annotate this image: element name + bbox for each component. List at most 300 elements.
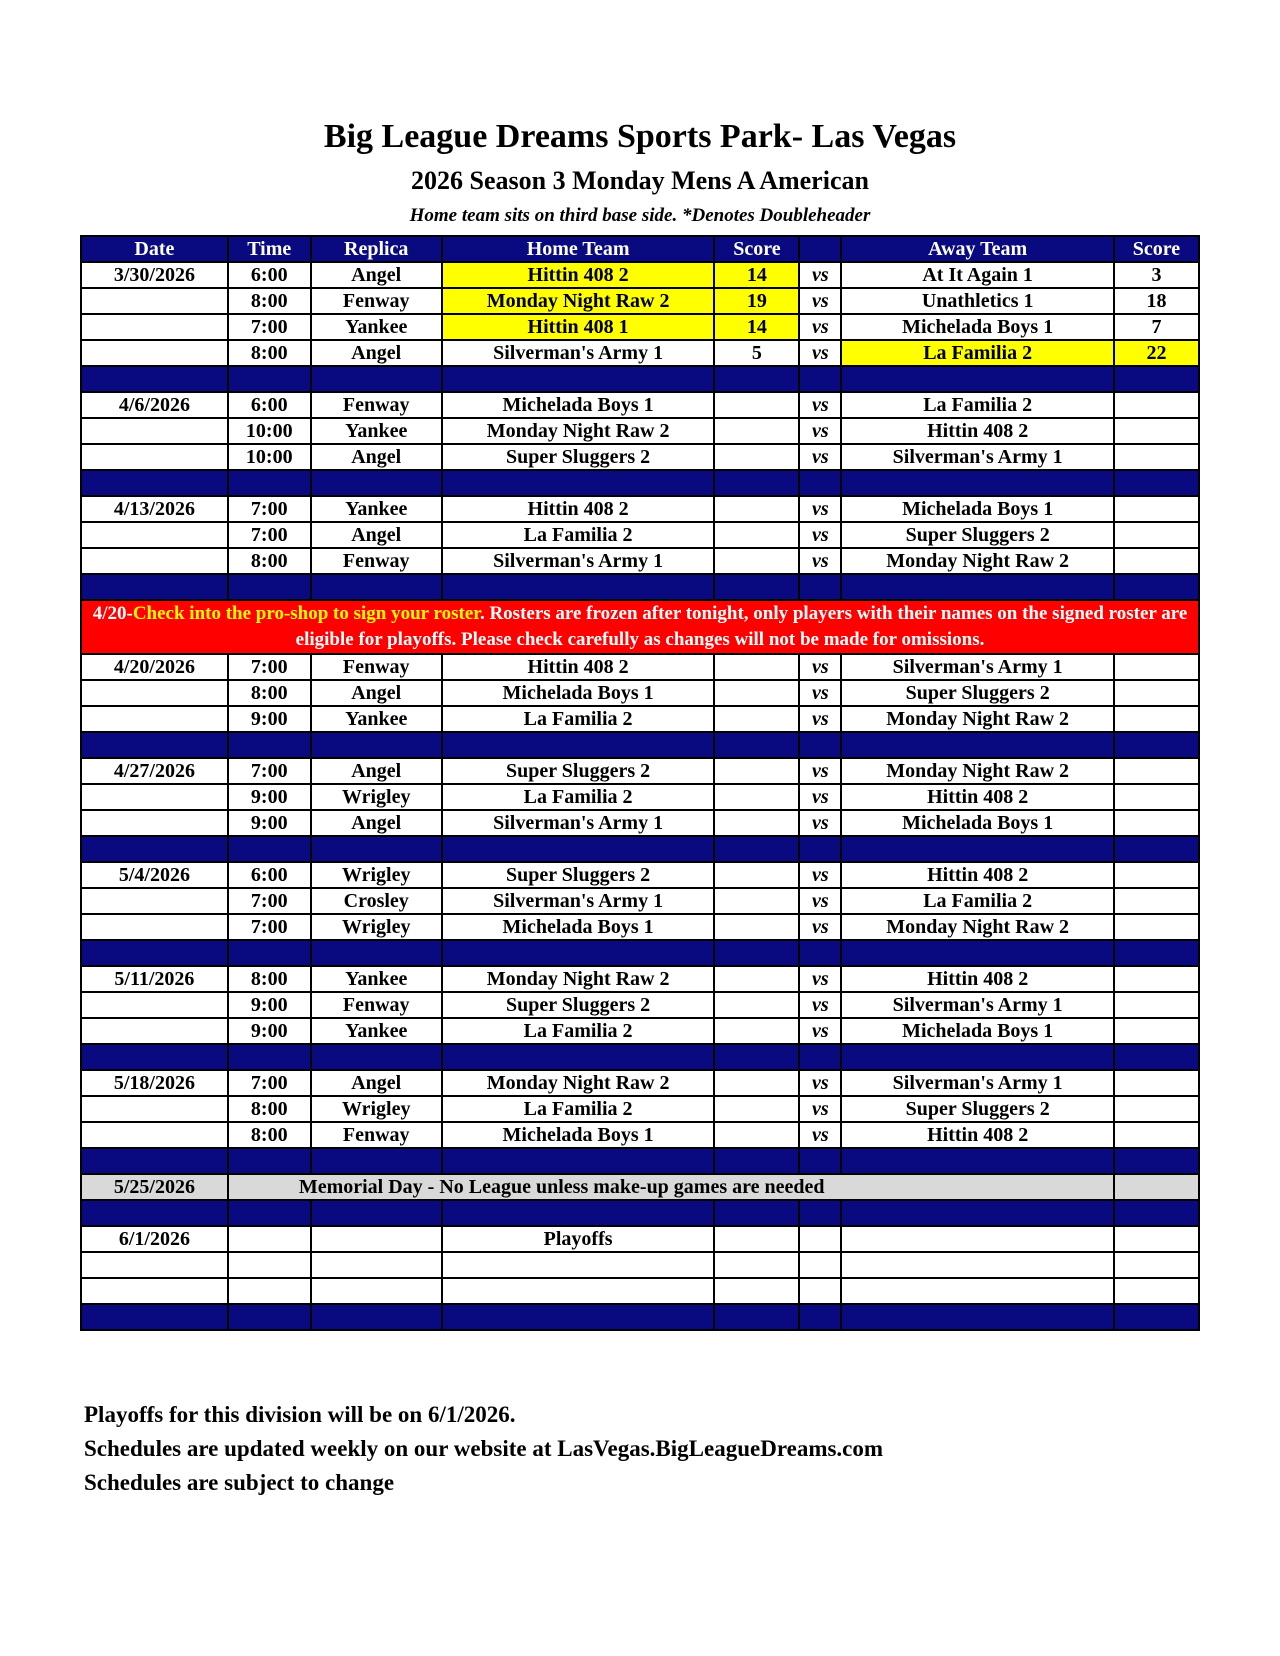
empty-row [81,1278,1199,1304]
home-score [714,496,799,522]
game-time: 7:00 [228,1070,311,1096]
away-team: Michelada Boys 1 [841,496,1114,522]
game-date [81,992,228,1018]
game-field: Angel [311,680,442,706]
away-score: 18 [1114,288,1199,314]
away-score [1114,496,1199,522]
game-time: 8:00 [228,340,311,366]
vs-label: vs [799,262,841,288]
game-row [81,914,1199,940]
empty-cell [311,1252,442,1278]
holiday-text: Memorial Day - No League unless make-up games are needed [228,1174,1114,1200]
home-score [714,1018,799,1044]
home-team: Monday Night Raw 2 [442,966,715,992]
game-date [81,548,228,574]
game-row [81,392,1199,418]
game-row [81,758,1199,784]
game-field: Fenway [311,654,442,680]
away-team: Hittin 408 2 [841,862,1114,888]
game-field: Angel [311,340,442,366]
away-team: Monday Night Raw 2 [841,914,1114,940]
vs-label: vs [799,810,841,836]
away-team: At It Again 1 [841,262,1114,288]
separator-cell [81,1304,228,1330]
game-time: 7:00 [228,758,311,784]
away-team: La Familia 2 [841,392,1114,418]
separator-cell [1114,1148,1199,1174]
game-row [81,706,1199,732]
separator-row [81,1044,1199,1070]
home-team: Monday Night Raw 2 [442,418,715,444]
game-field: Yankee [311,418,442,444]
separator-cell [799,1200,841,1226]
home-score [714,522,799,548]
separator-cell [311,1200,442,1226]
separator-cell [442,470,715,496]
home-team: Michelada Boys 1 [442,392,715,418]
game-field: Wrigley [311,1096,442,1122]
home-team: Silverman's Army 1 [442,888,715,914]
empty-cell [311,1278,442,1304]
home-team: La Familia 2 [442,1018,715,1044]
game-date: 4/27/2026 [81,758,228,784]
game-row [81,288,1199,314]
empty-cell [311,1226,442,1252]
separator-cell [799,940,841,966]
empty-cell [841,1226,1114,1252]
away-team: Silverman's Army 1 [841,1070,1114,1096]
empty-row [81,1252,1199,1278]
empty-cell [1114,1226,1199,1252]
footer-playoffs-note: Playoffs for this division will be on 6/1/2026. [84,1402,516,1427]
game-date [81,810,228,836]
home-team: Michelada Boys 1 [442,914,715,940]
game-field: Yankee [311,496,442,522]
game-date [81,888,228,914]
separator-row [81,1148,1199,1174]
away-team: Monday Night Raw 2 [841,548,1114,574]
away-score [1114,654,1199,680]
playoffs-date: 6/1/2026 [81,1226,228,1252]
home-team: Michelada Boys 1 [442,1122,715,1148]
game-time: 9:00 [228,992,311,1018]
game-date: 4/20/2026 [81,654,228,680]
separator-cell [81,574,228,600]
game-date [81,340,228,366]
game-row [81,1070,1199,1096]
away-score [1114,966,1199,992]
footer-change-note: Schedules are subject to change [84,1470,395,1495]
home-score [714,1070,799,1096]
game-row [81,784,1199,810]
separator-cell [228,1304,311,1330]
separator-cell [799,574,841,600]
holiday-row [81,1174,1199,1200]
away-score [1114,1096,1199,1122]
game-row [81,340,1199,366]
away-team: Silverman's Army 1 [841,992,1114,1018]
schedule-table [80,235,1200,1331]
game-row [81,1096,1199,1122]
game-date: 5/11/2026 [81,966,228,992]
roster-notice [81,600,1199,654]
empty-cell [442,1252,715,1278]
separator-cell [714,1044,799,1070]
separator-cell [228,1044,311,1070]
home-team-note: Home team sits on third base side. *Denotes Doubleheader [409,205,871,226]
separator-cell [81,366,228,392]
vs-label: vs [799,862,841,888]
away-team: La Familia 2 [841,888,1114,914]
game-field: Fenway [311,992,442,1018]
separator-cell [1114,1304,1199,1330]
separator-cell [714,836,799,862]
game-date [81,680,228,706]
empty-cell [841,1252,1114,1278]
away-score [1114,548,1199,574]
empty-cell [714,1278,799,1304]
separator-cell [442,1044,715,1070]
home-score [714,862,799,888]
separator-cell [442,574,715,600]
vs-label: vs [799,522,841,548]
home-score [714,392,799,418]
empty-cell [799,1278,841,1304]
game-row [81,262,1199,288]
separator-cell [841,1148,1114,1174]
home-team: Silverman's Army 1 [442,810,715,836]
vs-label: vs [799,758,841,784]
empty-cell [1114,1278,1199,1304]
home-team: La Familia 2 [442,706,715,732]
header-row [81,236,1199,262]
away-score [1114,914,1199,940]
home-score [714,654,799,680]
game-time: 8:00 [228,1122,311,1148]
separator-cell [841,366,1114,392]
away-team: Monday Night Raw 2 [841,706,1114,732]
away-team: Michelada Boys 1 [841,1018,1114,1044]
separator-cell [714,1200,799,1226]
home-score [714,418,799,444]
game-date [81,1122,228,1148]
vs-label: vs [799,992,841,1018]
home-score: 5 [714,340,799,366]
separator-cell [1114,470,1199,496]
home-team: Super Sluggers 2 [442,758,715,784]
separator-cell [1114,366,1199,392]
separator-cell [311,470,442,496]
separator-cell [714,574,799,600]
away-score [1114,758,1199,784]
separator-cell [228,470,311,496]
away-team: Monday Night Raw 2 [841,758,1114,784]
home-team: La Familia 2 [442,1096,715,1122]
vs-label: vs [799,654,841,680]
col-header-home-score: Score [714,236,799,262]
game-field: Wrigley [311,862,442,888]
empty-cell [799,1252,841,1278]
vs-label: vs [799,418,841,444]
home-score [714,1122,799,1148]
vs-label: vs [799,914,841,940]
home-score [714,758,799,784]
vs-label: vs [799,680,841,706]
separator-cell [799,366,841,392]
separator-cell [81,1200,228,1226]
home-team: Hittin 408 2 [442,262,715,288]
separator-cell [228,836,311,862]
game-field: Fenway [311,1122,442,1148]
playoffs-row [81,1226,1199,1252]
game-date [81,314,228,340]
game-date [81,914,228,940]
separator-row [81,470,1199,496]
away-team: Super Sluggers 2 [841,680,1114,706]
footer-website-note: Schedules are updated weekly on our website at LasVegas.BigLeagueDreams.com [84,1436,884,1461]
page-title: Big League Dreams Sports Park- Las Vegas [323,118,957,155]
home-team: Super Sluggers 2 [442,862,715,888]
game-date [81,288,228,314]
game-time: 7:00 [228,522,311,548]
away-team: Silverman's Army 1 [841,654,1114,680]
home-score [714,966,799,992]
separator-cell [714,940,799,966]
home-score [714,784,799,810]
game-row [81,888,1199,914]
game-field: Wrigley [311,914,442,940]
separator-cell [81,1044,228,1070]
home-score [714,1096,799,1122]
home-team: La Familia 2 [442,784,715,810]
empty-cell [228,1226,311,1252]
away-score [1114,810,1199,836]
playoffs-label: Playoffs [442,1226,715,1252]
home-score [714,444,799,470]
vs-label: vs [799,314,841,340]
separator-cell [311,836,442,862]
col-header-date: Date [81,236,228,262]
game-date: 3/30/2026 [81,262,228,288]
home-team: Monday Night Raw 2 [442,288,715,314]
home-team: Super Sluggers 2 [442,992,715,1018]
away-team: Hittin 408 2 [841,418,1114,444]
empty-cell [228,1252,311,1278]
separator-cell [714,732,799,758]
empty-cell [1114,1252,1199,1278]
home-score [714,914,799,940]
separator-cell [799,1304,841,1330]
game-row [81,522,1199,548]
game-date [81,784,228,810]
game-date: 4/13/2026 [81,496,228,522]
separator-cell [841,470,1114,496]
separator-cell [799,1044,841,1070]
game-date [81,522,228,548]
separator-cell [799,836,841,862]
game-row [81,992,1199,1018]
away-score: 22 [1114,340,1199,366]
holiday-date: 5/25/2026 [81,1174,228,1200]
game-date [81,1096,228,1122]
vs-label: vs [799,784,841,810]
game-field: Fenway [311,548,442,574]
separator-cell [442,1304,715,1330]
game-date [81,706,228,732]
game-time: 7:00 [228,888,311,914]
separator-cell [311,574,442,600]
home-score: 14 [714,314,799,340]
away-score [1114,418,1199,444]
separator-cell [841,732,1114,758]
game-time: 8:00 [228,680,311,706]
game-row [81,810,1199,836]
game-field: Angel [311,810,442,836]
home-team: Hittin 408 2 [442,496,715,522]
empty-cell [81,1278,228,1304]
away-team: Michelada Boys 1 [841,810,1114,836]
away-team: Silverman's Army 1 [841,444,1114,470]
vs-label: vs [799,1122,841,1148]
home-score: 19 [714,288,799,314]
away-team: Hittin 408 2 [841,1122,1114,1148]
game-field: Angel [311,262,442,288]
vs-label: vs [799,966,841,992]
game-row [81,680,1199,706]
home-score [714,548,799,574]
away-score [1114,680,1199,706]
separator-cell [841,836,1114,862]
vs-label: vs [799,548,841,574]
game-time: 7:00 [228,914,311,940]
away-score [1114,392,1199,418]
separator-cell [714,470,799,496]
game-time: 7:00 [228,654,311,680]
game-date: 5/4/2026 [81,862,228,888]
col-header-vs [799,236,841,262]
game-row [81,966,1199,992]
game-field: Angel [311,522,442,548]
game-row [81,418,1199,444]
game-field: Yankee [311,314,442,340]
separator-cell [714,1148,799,1174]
game-row [81,444,1199,470]
separator-cell [311,1044,442,1070]
game-time: 8:00 [228,548,311,574]
away-team: Unathletics 1 [841,288,1114,314]
game-date [81,444,228,470]
vs-label: vs [799,444,841,470]
game-row [81,862,1199,888]
vs-label: vs [799,1096,841,1122]
game-field: Fenway [311,392,442,418]
empty-cell [228,1278,311,1304]
away-team: Super Sluggers 2 [841,522,1114,548]
game-field: Wrigley [311,784,442,810]
game-time: 10:00 [228,444,311,470]
away-score [1114,522,1199,548]
separator-cell [1114,732,1199,758]
separator-cell [228,574,311,600]
separator-cell [841,574,1114,600]
separator-cell [1114,836,1199,862]
game-row [81,314,1199,340]
separator-row [81,732,1199,758]
game-field: Angel [311,1070,442,1096]
game-time: 8:00 [228,288,311,314]
away-team: Michelada Boys 1 [841,314,1114,340]
away-score [1114,784,1199,810]
home-team: Michelada Boys 1 [442,680,715,706]
game-time: 9:00 [228,1018,311,1044]
separator-cell [714,366,799,392]
separator-cell [841,940,1114,966]
separator-cell [228,366,311,392]
away-score [1114,706,1199,732]
game-time: 8:00 [228,966,311,992]
game-field: Yankee [311,706,442,732]
game-time: 9:00 [228,784,311,810]
away-score [1114,862,1199,888]
game-row [81,496,1199,522]
empty-cell [799,1226,841,1252]
game-row [81,654,1199,680]
vs-label: vs [799,1018,841,1044]
game-date: 5/18/2026 [81,1070,228,1096]
separator-row [81,574,1199,600]
separator-cell [714,1304,799,1330]
separator-cell [311,940,442,966]
separator-cell [311,1304,442,1330]
separator-cell [81,1148,228,1174]
page-subtitle: 2026 Season 3 Monday Mens A American [411,166,869,195]
col-header-time: Time [228,236,311,262]
away-score [1114,1070,1199,1096]
separator-cell [1114,1200,1199,1226]
separator-cell [442,366,715,392]
separator-cell [799,732,841,758]
game-time: 7:00 [228,314,311,340]
separator-cell [228,1148,311,1174]
game-field: Crosley [311,888,442,914]
separator-row [81,1200,1199,1226]
separator-cell [81,732,228,758]
game-date: 4/6/2026 [81,392,228,418]
separator-cell [442,940,715,966]
home-team: Silverman's Army 1 [442,548,715,574]
col-header-replica: Replica [311,236,442,262]
game-time: 9:00 [228,706,311,732]
game-field: Yankee [311,966,442,992]
separator-cell [799,1148,841,1174]
separator-cell [1114,940,1199,966]
home-team: Hittin 408 2 [442,654,715,680]
notice-prefix: 4/20- [92,603,133,624]
separator-cell [442,836,715,862]
col-header-home-team: Home Team [442,236,715,262]
separator-cell [442,1148,715,1174]
empty-cell [714,1226,799,1252]
game-time: 8:00 [228,1096,311,1122]
away-score [1114,1122,1199,1148]
away-score [1114,444,1199,470]
separator-cell [799,470,841,496]
roster-notice-row [81,600,1199,654]
away-team: Hittin 408 2 [841,966,1114,992]
separator-row [81,836,1199,862]
separator-row [81,366,1199,392]
home-team: La Familia 2 [442,522,715,548]
